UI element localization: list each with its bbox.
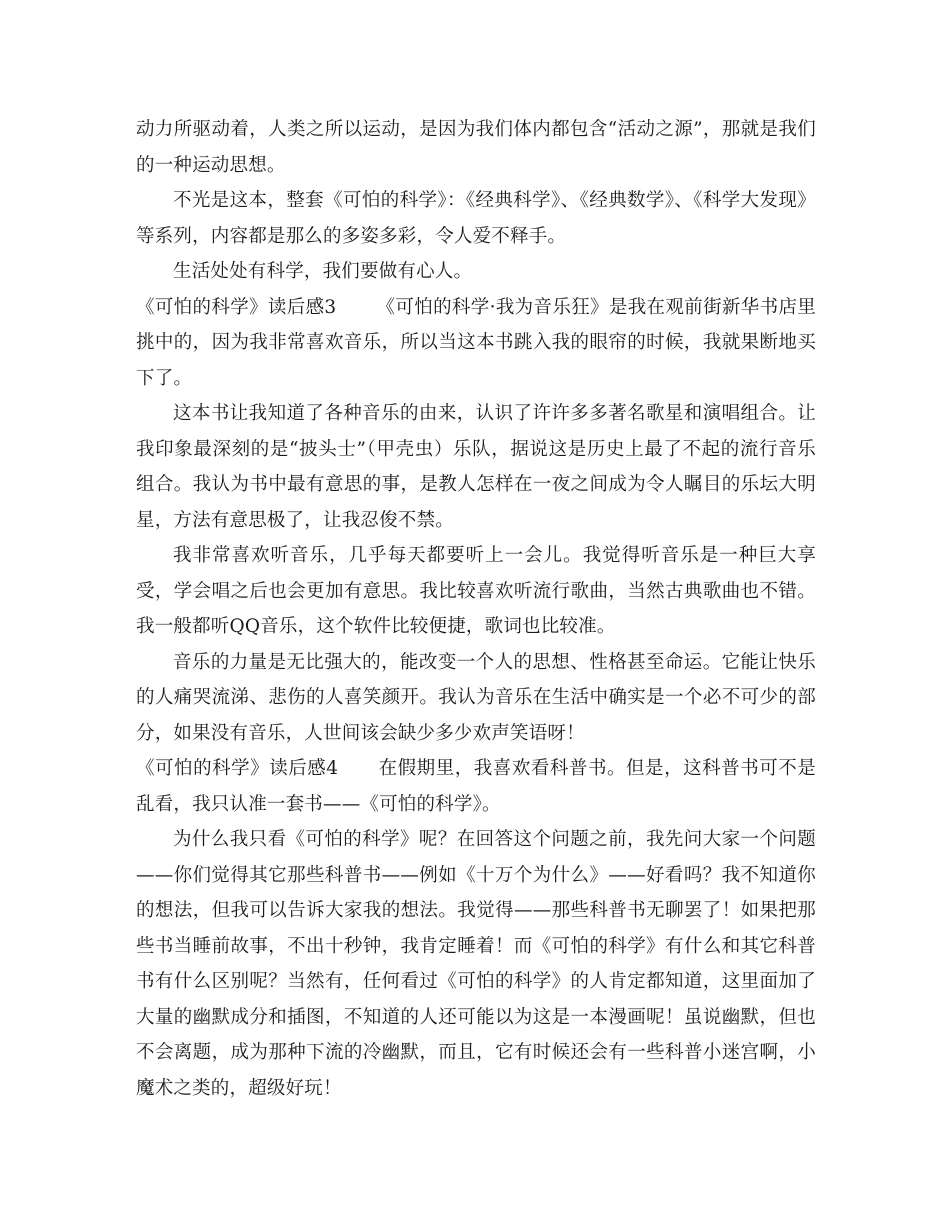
section-3-title: 《可怕的科学》读后感3 — [136, 296, 337, 318]
section-3-lead-paragraph — [136, 290, 816, 397]
paragraph: 这本书让我知道了各种音乐的由来，认识了许许多多著名歌星和演唱组合。让我印象最深刻的是“披头士”（甲壳虫）乐队，据说这是历史上最了不起的流行音乐组合。我认为书中最有意思的事，是教人怎样在一夜之间成为令人瞩目的乐坛大明星，方法有意思极了，让我忍俊不禁。 — [136, 403, 816, 531]
paragraph: 为什么我只看《可怕的科学》呢？在回答这个问题之前，我先问大家一个问题——你们觉得其它那些科普书——例如《十万个为什么》——好看吗？我不知道你的想法，但我可以告诉大家我的想法。我觉得——那些科普书无聊罢了！如果把那些书当睡前故事，不出十秒钟，我肯定睡着！而《可怕的科学》有什么和其它科普书有什么区别呢？当然有，任何看过《可怕的科学》的人肯定都知道，这里面加了大量的幽默成分和插图，不知道的人还可能以为这是一本漫画呢！虽说幽默，但也不会离题，成为那种下流的冷幽默，而且，它有时候还会有一些科普小迷宫啊，小魔术之类的，超级好玩！ — [136, 829, 816, 1099]
paragraph: 音乐的力量是无比强大的，能改变一个人的思想、性格甚至命运。它能让快乐的人痛哭流涕、悲伤的人喜笑颜开。我认为音乐在生活中确实是一个必不可少的部分，如果没有音乐，人世间该会缺少多少欢声笑语呀！ — [136, 651, 816, 744]
section-4-title: 《可怕的科学》读后感4 — [136, 758, 339, 779]
paragraph: 不光是这本，整套《可怕的科学》：《经典科学》、《经典数学》、《科学大发现》等系列，内容都是那么的多姿多彩，令人爱不释手。 — [136, 190, 816, 247]
paragraph: 动力所驱动着，人类之所以运动，是因为我们体内都包含“活动之源”，那就是我们的一种运动思想。 — [136, 119, 816, 176]
paragraph: 生活处处有科学，我们要做有心人。 — [173, 261, 473, 282]
section-4-lead-paragraph — [136, 751, 816, 822]
section-4-lead: 在假期里，我喜欢看科普书。但是，这科普书可不是乱看，我只认准一套书——《可怕的科学》。 — [136, 758, 816, 815]
section-3-lead: 《可怕的科学·我为音乐狂》是我在观前街新华书店里挑中的，因为我非常喜欢音乐，所以当这本书跳入我的眼帘的时候，我就果断地买下了。 — [136, 296, 816, 389]
document-body — [136, 112, 816, 1106]
paragraph: 我非常喜欢听音乐，几乎每天都要听上一会儿。我觉得听音乐是一种巨大享受，学会唱之后也会更加有意思。我比较喜欢听流行歌曲，当然古典歌曲也不错。我一般都听QQ音乐，这个软件比较便捷，歌词也比较准。 — [136, 545, 816, 637]
